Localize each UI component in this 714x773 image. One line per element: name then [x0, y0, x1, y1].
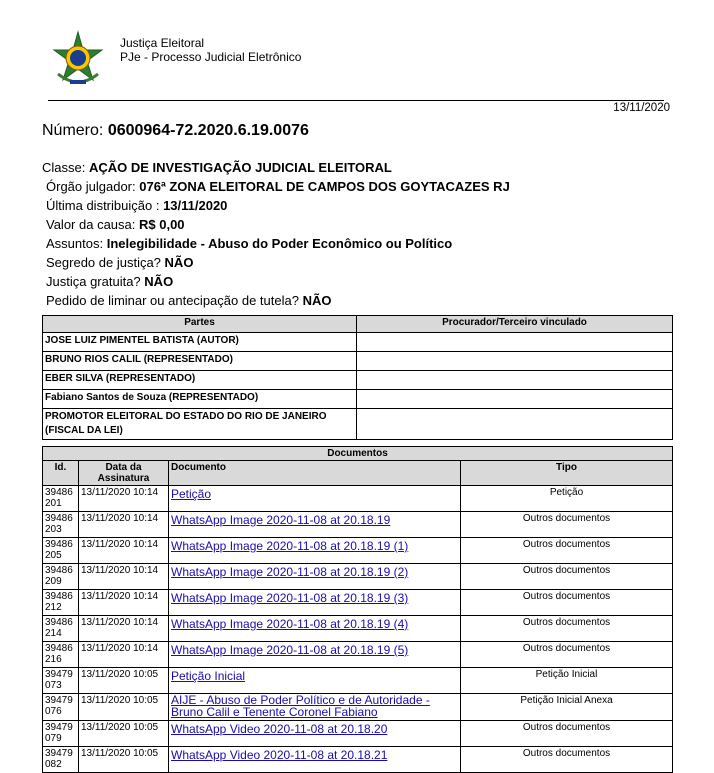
doc-link[interactable]: WhatsApp Video 2020-11-08 at 20.18.20 — [171, 722, 388, 736]
documento-row — [43, 538, 673, 564]
documentos-header-row — [43, 461, 673, 486]
doc-link[interactable]: WhatsApp Image 2020-11-08 at 20.18.19 (3) — [171, 591, 409, 605]
doc-date: 13/11/2020 10:14 — [79, 538, 169, 564]
process-number-label: Número: — [42, 122, 104, 139]
procurador-cell — [357, 333, 673, 352]
doc-id: 39479 073 — [43, 668, 79, 694]
doc-link[interactable]: Petição — [171, 487, 212, 501]
documento-row — [43, 747, 673, 773]
field-orgao — [42, 177, 510, 196]
field-gratuita — [42, 272, 510, 291]
field-value: NÃO — [302, 293, 332, 308]
documento-row — [43, 721, 673, 747]
doc-link[interactable]: WhatsApp Video 2020-11-08 at 20.18.21 — [171, 748, 388, 762]
parte-row — [43, 333, 673, 352]
partes-header-row — [43, 316, 673, 333]
field-label: Órgão julgador: — [46, 179, 136, 194]
doc-tipo: Outros documentos — [461, 616, 673, 642]
field-assuntos — [42, 234, 510, 253]
doc-date: 13/11/2020 10:14 — [79, 616, 169, 642]
doc-tipo: Outros documentos — [461, 538, 673, 564]
doc-cell — [169, 616, 461, 642]
doc-date: 13/11/2020 10:05 — [79, 747, 169, 773]
doc-tipo: Outros documentos — [461, 512, 673, 538]
field-value: 076ª ZONA ELEITORAL DE CAMPOS DOS GOYTACAZES RJ — [139, 179, 510, 194]
parte-name: Fabiano Santos de Souza (REPRESENTADO) — [43, 390, 357, 409]
parte-row — [43, 409, 673, 440]
field-label: Pedido de liminar ou antecipação de tutela? — [46, 293, 299, 308]
field-label: Assuntos: — [46, 236, 104, 251]
doc-link[interactable]: AIJE - Abuso de Poder Político e de Autoridade - Bruno Calil e Tenente Coronel Fabiano — [171, 693, 430, 719]
doc-cell — [169, 694, 461, 721]
doc-tipo: Outros documentos — [461, 564, 673, 590]
procurador-header: Procurador/Terceiro vinculado — [357, 316, 673, 333]
doc-tipo: Outros documentos — [461, 642, 673, 668]
parte-row — [43, 371, 673, 390]
doc-cell — [169, 721, 461, 747]
doc-date: 13/11/2020 10:14 — [79, 642, 169, 668]
documento-row — [43, 512, 673, 538]
doc-cell — [169, 564, 461, 590]
documento-row — [43, 486, 673, 512]
data-header: Data da Assinatura — [79, 461, 169, 486]
doc-link[interactable]: Petição Inicial — [171, 669, 246, 683]
field-label: Classe: — [42, 160, 86, 175]
process-number-value: 0600964-72.2020.6.19.0076 — [107, 122, 309, 139]
doc-date: 13/11/2020 10:14 — [79, 512, 169, 538]
process-fields — [42, 158, 510, 310]
field-label: Segredo de justiça? — [46, 255, 161, 270]
parte-row — [43, 352, 673, 371]
doc-id: 39479 076 — [43, 694, 79, 721]
field-value: AÇÃO DE INVESTIGAÇÃO JUDICIAL ELEITORAL — [88, 160, 392, 175]
doc-link[interactable]: WhatsApp Image 2020-11-08 at 20.18.19 (5) — [171, 643, 409, 657]
documentos-table — [42, 446, 673, 773]
doc-cell — [169, 747, 461, 773]
doc-link[interactable]: WhatsApp Image 2020-11-08 at 20.18.19 (4) — [171, 617, 409, 631]
field-ultima-distribuicao — [42, 196, 510, 215]
documento-header: Documento — [169, 461, 461, 486]
field-liminar — [42, 291, 510, 310]
field-value: R$ 0,00 — [139, 217, 185, 232]
document-header — [48, 30, 664, 101]
doc-cell — [169, 668, 461, 694]
doc-id: 39486 216 — [43, 642, 79, 668]
doc-tipo: Outros documentos — [461, 747, 673, 773]
id-header: Id. — [43, 461, 79, 486]
doc-cell — [169, 642, 461, 668]
doc-tipo: Petição — [461, 486, 673, 512]
document-date: 13/11/2020 — [613, 102, 670, 114]
parte-name: EBER SILVA (REPRESENTADO) — [43, 371, 357, 390]
doc-date: 13/11/2020 10:14 — [79, 590, 169, 616]
org-name: Justiça Eleitoral — [120, 36, 205, 50]
doc-link[interactable]: WhatsApp Image 2020-11-08 at 20.18.19 (2) — [171, 565, 409, 579]
doc-date: 13/11/2020 10:14 — [79, 486, 169, 512]
doc-id: 39486 205 — [43, 538, 79, 564]
field-label: Justiça gratuita? — [46, 274, 141, 289]
process-number — [42, 122, 309, 140]
parte-name: BRUNO RIOS CALIL (REPRESENTADO) — [43, 352, 357, 371]
procurador-cell — [357, 371, 673, 390]
doc-date: 13/11/2020 10:05 — [79, 694, 169, 721]
documentos-title-row — [43, 447, 673, 461]
doc-id: 39479 079 — [43, 721, 79, 747]
doc-cell — [169, 486, 461, 512]
documento-row — [43, 564, 673, 590]
doc-cell — [169, 590, 461, 616]
field-label: Última distribuição : — [46, 198, 160, 213]
field-value: NÃO — [164, 255, 194, 270]
doc-date: 13/11/2020 10:05 — [79, 668, 169, 694]
brasao-republica-icon — [52, 30, 104, 90]
procurador-cell — [357, 390, 673, 409]
doc-cell — [169, 538, 461, 564]
procurador-cell — [357, 352, 673, 371]
doc-id: 39486 209 — [43, 564, 79, 590]
doc-id: 39486 203 — [43, 512, 79, 538]
parte-name: PROMOTOR ELEITORAL DO ESTADO DO RIO DE JANEIRO (FISCAL DA LEI) — [43, 409, 357, 440]
doc-tipo: Petição Inicial Anexa — [461, 694, 673, 721]
doc-link[interactable]: WhatsApp Image 2020-11-08 at 20.18.19 — [171, 513, 391, 527]
field-value: 13/11/2020 — [163, 198, 228, 213]
doc-id: 39479 082 — [43, 747, 79, 773]
field-value: Inelegibilidade - Abuso do Poder Econômico ou Político — [106, 236, 453, 251]
doc-cell — [169, 512, 461, 538]
field-classe — [42, 158, 510, 177]
field-label: Valor da causa: — [46, 217, 136, 232]
documentos-title: Documentos — [43, 447, 673, 461]
doc-date: 13/11/2020 10:14 — [79, 564, 169, 590]
field-valor — [42, 215, 510, 234]
doc-tipo: Outros documentos — [461, 590, 673, 616]
field-value: NÃO — [144, 274, 174, 289]
partes-header: Partes — [43, 316, 357, 333]
documento-row — [43, 668, 673, 694]
tipo-header: Tipo — [461, 461, 673, 486]
documento-row — [43, 590, 673, 616]
system-name: PJe - Processo Judicial Eletrônico — [120, 50, 302, 64]
doc-link[interactable]: WhatsApp Image 2020-11-08 at 20.18.19 (1) — [171, 539, 409, 553]
doc-date: 13/11/2020 10:05 — [79, 721, 169, 747]
partes-table — [42, 315, 673, 440]
doc-id: 39486 212 — [43, 590, 79, 616]
documento-row — [43, 694, 673, 721]
procurador-cell — [357, 409, 673, 440]
documento-row — [43, 642, 673, 668]
doc-id: 39486 214 — [43, 616, 79, 642]
parte-row — [43, 390, 673, 409]
parte-name: JOSE LUIZ PIMENTEL BATISTA (AUTOR) — [43, 333, 357, 352]
doc-tipo: Petição Inicial — [461, 668, 673, 694]
doc-id: 39486 201 — [43, 486, 79, 512]
doc-tipo: Outros documentos — [461, 721, 673, 747]
documento-row — [43, 616, 673, 642]
field-segredo — [42, 253, 510, 272]
